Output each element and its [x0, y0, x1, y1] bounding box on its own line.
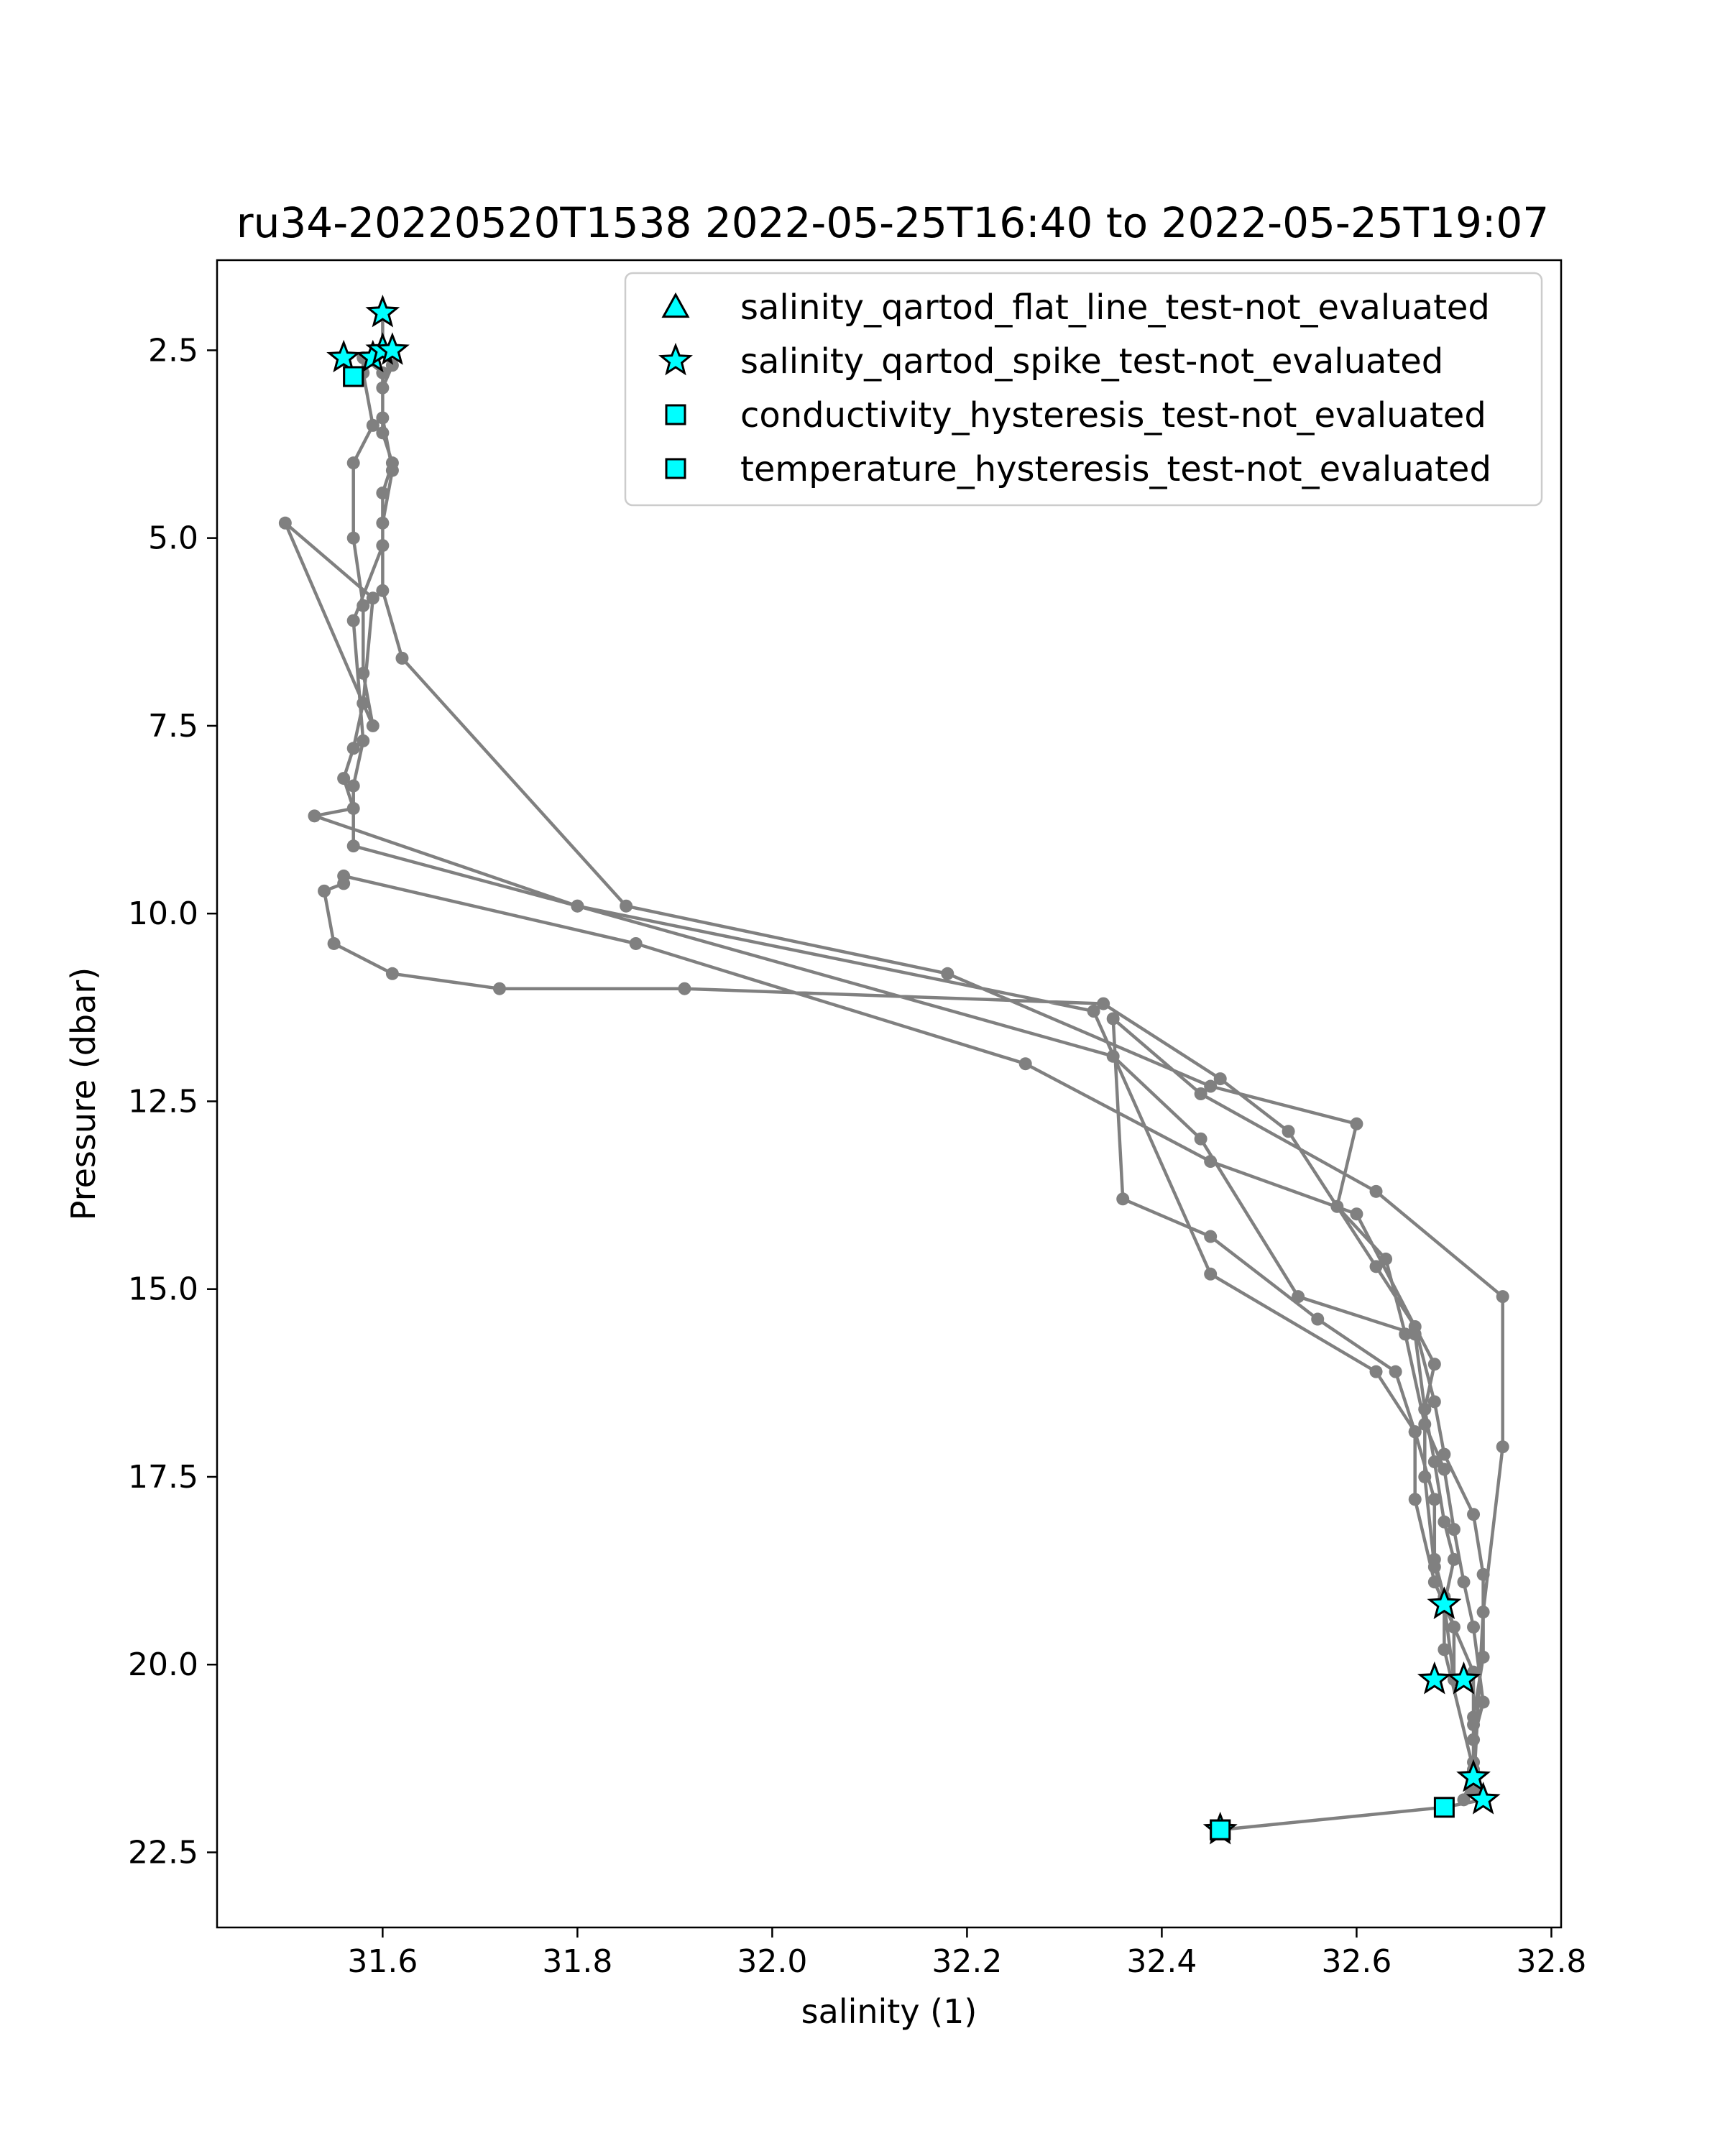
profile-point: [1330, 1200, 1343, 1213]
profile-point: [318, 885, 331, 898]
profile-point: [1467, 1621, 1480, 1634]
square-marker: [1211, 1820, 1230, 1839]
legend-entry-label: salinity_qartod_flat_line_test-not_evaluated: [740, 287, 1490, 328]
y-tick-label: 10.0: [128, 895, 198, 933]
profile-point: [493, 982, 506, 995]
profile-point: [356, 667, 369, 680]
profile-point: [1370, 1185, 1383, 1198]
legend-entry-label: temperature_hysteresis_test-not_evaluated: [740, 449, 1491, 489]
profile-point: [386, 456, 399, 469]
profile-point: [347, 532, 360, 545]
profile-point: [1107, 1012, 1120, 1025]
y-axis-label: Pressure (dbar): [64, 967, 103, 1221]
x-tick-label: 31.6: [347, 1943, 418, 1980]
profile-point: [1428, 1493, 1441, 1506]
legend-entry-label: conductivity_hysteresis_test-not_evaluated: [740, 395, 1486, 436]
y-tick-label: 12.5: [128, 1083, 198, 1120]
profile-point: [1457, 1575, 1470, 1588]
legend-square-icon: [666, 405, 685, 424]
profile-point: [678, 982, 691, 995]
profile-point: [1418, 1470, 1431, 1483]
profile-point: [571, 900, 584, 913]
star-marker: [329, 343, 358, 370]
profile-point: [1496, 1440, 1509, 1453]
profile-point: [395, 652, 408, 665]
profile-point: [376, 517, 389, 530]
profile-point: [376, 382, 389, 395]
profile-point: [328, 937, 341, 950]
profile-point: [1477, 1568, 1490, 1581]
profile-point: [1389, 1365, 1402, 1378]
x-tick-label: 32.2: [932, 1943, 1003, 1980]
x-axis: [347, 1927, 1586, 1980]
profile-point: [1438, 1516, 1450, 1529]
profile-point: [1370, 1365, 1383, 1378]
legend: [625, 273, 1542, 505]
legend-entry-label: salinity_qartod_spike_test-not_evaluated: [740, 341, 1444, 382]
chart-title: ru34-20220520T1538 2022-05-25T16:40 to 2022-05-25T19:07: [236, 198, 1550, 247]
profile-point: [1097, 998, 1110, 1010]
profile-point: [1467, 1710, 1480, 1723]
profile-point: [356, 697, 369, 710]
profile-point: [1467, 1508, 1480, 1521]
x-tick-label: 32.8: [1516, 1943, 1587, 1980]
profile-point: [1496, 1290, 1509, 1303]
profile-point: [1477, 1651, 1490, 1664]
plot-area: [217, 260, 1561, 1927]
x-tick-label: 31.8: [542, 1943, 613, 1980]
profile-point: [630, 937, 643, 950]
profile-point: [1204, 1230, 1217, 1243]
x-tick-label: 32.0: [737, 1943, 808, 1980]
profile-point: [1107, 1050, 1120, 1063]
profile-point: [1350, 1207, 1363, 1220]
profile-points: [279, 306, 1509, 1836]
profile-point: [347, 456, 360, 469]
profile-point: [1019, 1057, 1032, 1070]
profile-point: [1477, 1695, 1490, 1708]
y-tick-label: 17.5: [128, 1458, 198, 1496]
profile-point: [1428, 1560, 1441, 1573]
profile-point: [1292, 1290, 1305, 1303]
profile-point: [337, 772, 350, 785]
profile-point: [1116, 1192, 1129, 1205]
profile-point: [620, 900, 632, 913]
y-tick-label: 20.0: [128, 1646, 198, 1684]
profile-point: [1282, 1125, 1295, 1138]
profile-point: [1438, 1448, 1450, 1461]
profile-point: [1409, 1493, 1422, 1506]
profile-point: [347, 614, 360, 627]
profile-point: [1438, 1643, 1450, 1656]
profile-point: [367, 591, 380, 604]
profile-point: [347, 742, 360, 755]
y-tick-label: 15.0: [128, 1271, 198, 1308]
profile-point: [1428, 1395, 1441, 1408]
legend-square-icon: [666, 459, 685, 478]
profile-point: [308, 809, 321, 822]
profile-point: [1195, 1133, 1208, 1146]
profile-point: [386, 967, 399, 980]
plot-frame: [217, 260, 1561, 1927]
profile-point: [1428, 1575, 1441, 1588]
star-marker: [1420, 1664, 1449, 1692]
profile-point: [1428, 1358, 1441, 1370]
profile-point: [1409, 1425, 1422, 1438]
profile-point: [367, 419, 380, 432]
profile-point: [376, 539, 389, 552]
square-marker: [1435, 1798, 1453, 1817]
profile-line: [285, 313, 1503, 1830]
profile-point: [1350, 1118, 1363, 1130]
profile-point: [1195, 1087, 1208, 1100]
profile-point: [1214, 1072, 1227, 1085]
profile-point: [1448, 1553, 1460, 1566]
profile-point: [1311, 1313, 1324, 1326]
flag-markers: [329, 298, 1497, 1842]
profile-point: [941, 967, 954, 980]
y-tick-label: 22.5: [128, 1834, 198, 1871]
y-tick-label: 2.5: [148, 332, 198, 369]
profile-point: [1204, 1155, 1217, 1168]
square-marker: [344, 367, 363, 386]
profile-point: [1370, 1260, 1383, 1273]
profile-point: [1477, 1606, 1490, 1618]
y-axis: [128, 332, 217, 1871]
x-tick-label: 32.4: [1126, 1943, 1197, 1980]
profile-point: [337, 877, 350, 890]
profile-path: [285, 313, 1503, 1830]
profile-point: [279, 517, 292, 530]
profile-point: [1409, 1320, 1422, 1333]
profile-point: [376, 487, 389, 499]
profile-point: [347, 839, 360, 852]
x-tick-label: 32.6: [1321, 1943, 1392, 1980]
profile-point: [1204, 1268, 1217, 1281]
profile-point: [347, 802, 360, 815]
profile-point: [1448, 1621, 1460, 1634]
y-tick-label: 7.5: [148, 707, 198, 745]
profile-point: [1467, 1733, 1480, 1746]
x-axis-label: salinity (1): [801, 1992, 978, 2031]
profile-point: [367, 719, 380, 732]
y-tick-label: 5.0: [148, 520, 198, 557]
